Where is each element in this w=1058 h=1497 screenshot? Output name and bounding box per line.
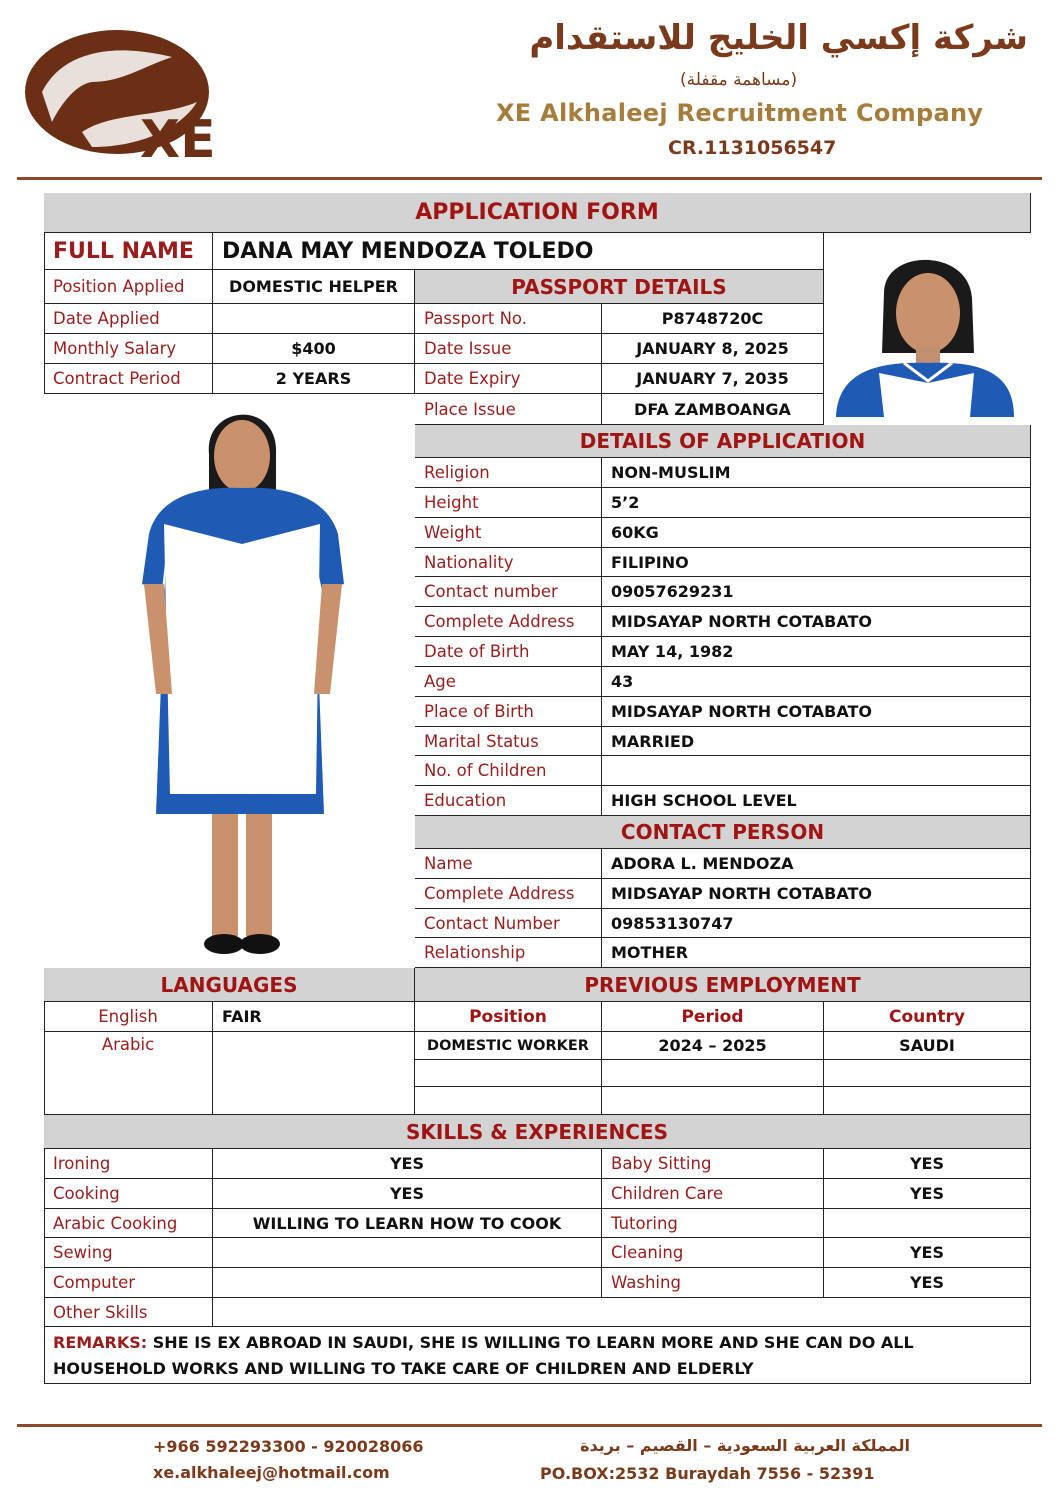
employment-period — [602, 1087, 824, 1115]
skills-header: SKILLS & EXPERIENCES — [44, 1115, 1031, 1149]
employment-period — [602, 1060, 824, 1087]
details-label: Marital Status — [415, 727, 602, 756]
skill-label: Washing — [602, 1268, 824, 1298]
details-label: Complete Address — [415, 607, 602, 637]
date-expiry-label: Date Expiry — [415, 364, 602, 394]
employment-position — [415, 1060, 602, 1087]
employment-country-header: Country — [824, 1002, 1031, 1032]
skill-label: Arabic Cooking — [44, 1209, 213, 1238]
skill-label: Baby Sitting — [602, 1149, 824, 1179]
details-label: No. of Children — [415, 756, 602, 786]
details-label: Education — [415, 786, 602, 816]
details-value: HIGH SCHOOL LEVEL — [602, 786, 1031, 816]
place-issue-value: DFA ZAMBOANGA — [602, 394, 824, 425]
details-label: Height — [415, 488, 602, 518]
full-body-photo — [44, 394, 415, 968]
language-arabic-label: Arabic — [44, 1032, 213, 1115]
employment-position-header: Position — [415, 1002, 602, 1032]
skill-label: Sewing — [44, 1238, 213, 1268]
form-title: APPLICATION FORM — [44, 193, 1031, 233]
contact-value: 09853130747 — [602, 909, 1031, 938]
details-value: MIDSAYAP NORTH COTABATO — [602, 607, 1031, 637]
passport-no-value: P8748720C — [602, 304, 824, 334]
contact-label: Relationship — [415, 938, 602, 968]
details-label: Place of Birth — [415, 697, 602, 727]
details-label: Date of Birth — [415, 637, 602, 667]
contact-label: Contact Number — [415, 909, 602, 938]
details-value: 60KG — [602, 518, 1031, 548]
languages-header: LANGUAGES — [44, 968, 415, 1002]
full-name-label: FULL NAME — [44, 233, 213, 270]
skill-value — [213, 1238, 602, 1268]
details-value — [602, 756, 1031, 786]
skill-label: Tutoring — [602, 1209, 824, 1238]
details-value: NON-MUSLIM — [602, 458, 1031, 488]
contract-period-label: Contract Period — [44, 364, 213, 394]
skill-value: YES — [213, 1179, 602, 1209]
previous-employment-header: PREVIOUS EMPLOYMENT — [415, 968, 1031, 1002]
remarks-label: REMARKS: — [53, 1333, 148, 1352]
details-value: MAY 14, 1982 — [602, 637, 1031, 667]
contact-value: MOTHER — [602, 938, 1031, 968]
details-label: Nationality — [415, 548, 602, 577]
skill-label: Cooking — [44, 1179, 213, 1209]
skill-value: WILLING TO LEARN HOW TO COOK — [213, 1209, 602, 1238]
monthly-salary-value: $400 — [213, 334, 415, 364]
commercial-registration: CR.1131056547 — [668, 137, 837, 159]
skill-value — [213, 1268, 602, 1298]
remarks-text: SHE IS EX ABROAD IN SAUDI, SHE IS WILLING TO LEARN MORE AND SHE CAN DO ALL HOUSEHOLD WORKS AND WILLING TO TAKE CARE OF CHILDREN AND ELDERLY — [53, 1333, 914, 1378]
details-value: MARRIED — [602, 727, 1031, 756]
date-expiry-value: JANUARY 7, 2035 — [602, 364, 824, 394]
details-value: 5’2 — [602, 488, 1031, 518]
footer-pobox: PO.BOX:2532 Buraydah 7556 - 52391 — [540, 1464, 875, 1483]
company-type-arabic: (مساهمة مقفلة) — [680, 70, 798, 90]
date-applied-value — [213, 304, 415, 334]
header-divider — [17, 177, 1042, 180]
position-applied-value: DOMESTIC HELPER — [213, 270, 415, 304]
svg-text:XE: XE — [140, 110, 216, 170]
skill-value: YES — [213, 1149, 602, 1179]
details-label: Weight — [415, 518, 602, 548]
skill-value: YES — [824, 1268, 1031, 1298]
remarks — [44, 1327, 1031, 1384]
language-english-label: English — [44, 1002, 213, 1032]
skill-value: YES — [824, 1149, 1031, 1179]
skill-value — [824, 1209, 1031, 1238]
details-label: Contact number — [415, 577, 602, 607]
monthly-salary-label: Monthly Salary — [44, 334, 213, 364]
contact-label: Complete Address — [415, 879, 602, 909]
contact-value: MIDSAYAP NORTH COTABATO — [602, 879, 1031, 909]
other-skills-value — [213, 1298, 1031, 1327]
skill-label: Ironing — [44, 1149, 213, 1179]
footer-email: xe.alkhaleej@hotmail.com — [153, 1463, 390, 1482]
skill-label: Children Care — [602, 1179, 824, 1209]
details-value: MIDSAYAP NORTH COTABATO — [602, 697, 1031, 727]
footer-phone: +966 592293300 - 920028066 — [153, 1437, 424, 1456]
skill-value: YES — [824, 1179, 1031, 1209]
date-issue-label: Date Issue — [415, 334, 602, 364]
full-name-value: DANA MAY MENDOZA TOLEDO — [213, 233, 824, 270]
date-issue-value: JANUARY 8, 2025 — [602, 334, 824, 364]
contact-person-header: CONTACT PERSON — [415, 816, 1031, 849]
date-applied-label: Date Applied — [44, 304, 213, 334]
skill-label: Computer — [44, 1268, 213, 1298]
company-name-english: XE Alkhaleej Recruitment Company — [496, 99, 984, 127]
company-name-arabic: شركة إكسي الخليج للاستقدام — [529, 18, 1028, 58]
contact-label: Name — [415, 849, 602, 879]
language-arabic-value — [213, 1032, 415, 1115]
employment-period-header: Period — [602, 1002, 824, 1032]
employment-country: SAUDI — [824, 1032, 1031, 1060]
employment-position — [415, 1087, 602, 1115]
company-logo — [22, 22, 262, 172]
footer-divider — [17, 1424, 1042, 1427]
details-value: 43 — [602, 667, 1031, 697]
passport-no-label: Passport No. — [415, 304, 602, 334]
contract-period-value: 2 YEARS — [213, 364, 415, 394]
skill-label: Cleaning — [602, 1238, 824, 1268]
place-issue-label: Place Issue — [415, 394, 602, 425]
skill-value: YES — [824, 1238, 1031, 1268]
contact-value: ADORA L. MENDOZA — [602, 849, 1031, 879]
footer-address-arabic: المملكة العربية السعودية – القصيم – بريدة — [580, 1436, 910, 1455]
details-label: Religion — [415, 458, 602, 488]
employment-position: DOMESTIC WORKER — [415, 1032, 602, 1060]
portrait-photo — [824, 233, 1031, 425]
details-of-application-header: DETAILS OF APPLICATION — [415, 425, 1031, 458]
other-skills-label: Other Skills — [44, 1298, 213, 1327]
details-label: Age — [415, 667, 602, 697]
language-english-value: FAIR — [213, 1002, 415, 1032]
details-value: FILIPINO — [602, 548, 1031, 577]
passport-details-header: PASSPORT DETAILS — [415, 270, 824, 304]
employment-country — [824, 1060, 1031, 1087]
employment-country — [824, 1087, 1031, 1115]
details-value: 09057629231 — [602, 577, 1031, 607]
employment-period: 2024 – 2025 — [602, 1032, 824, 1060]
position-applied-label: Position Applied — [44, 270, 213, 304]
